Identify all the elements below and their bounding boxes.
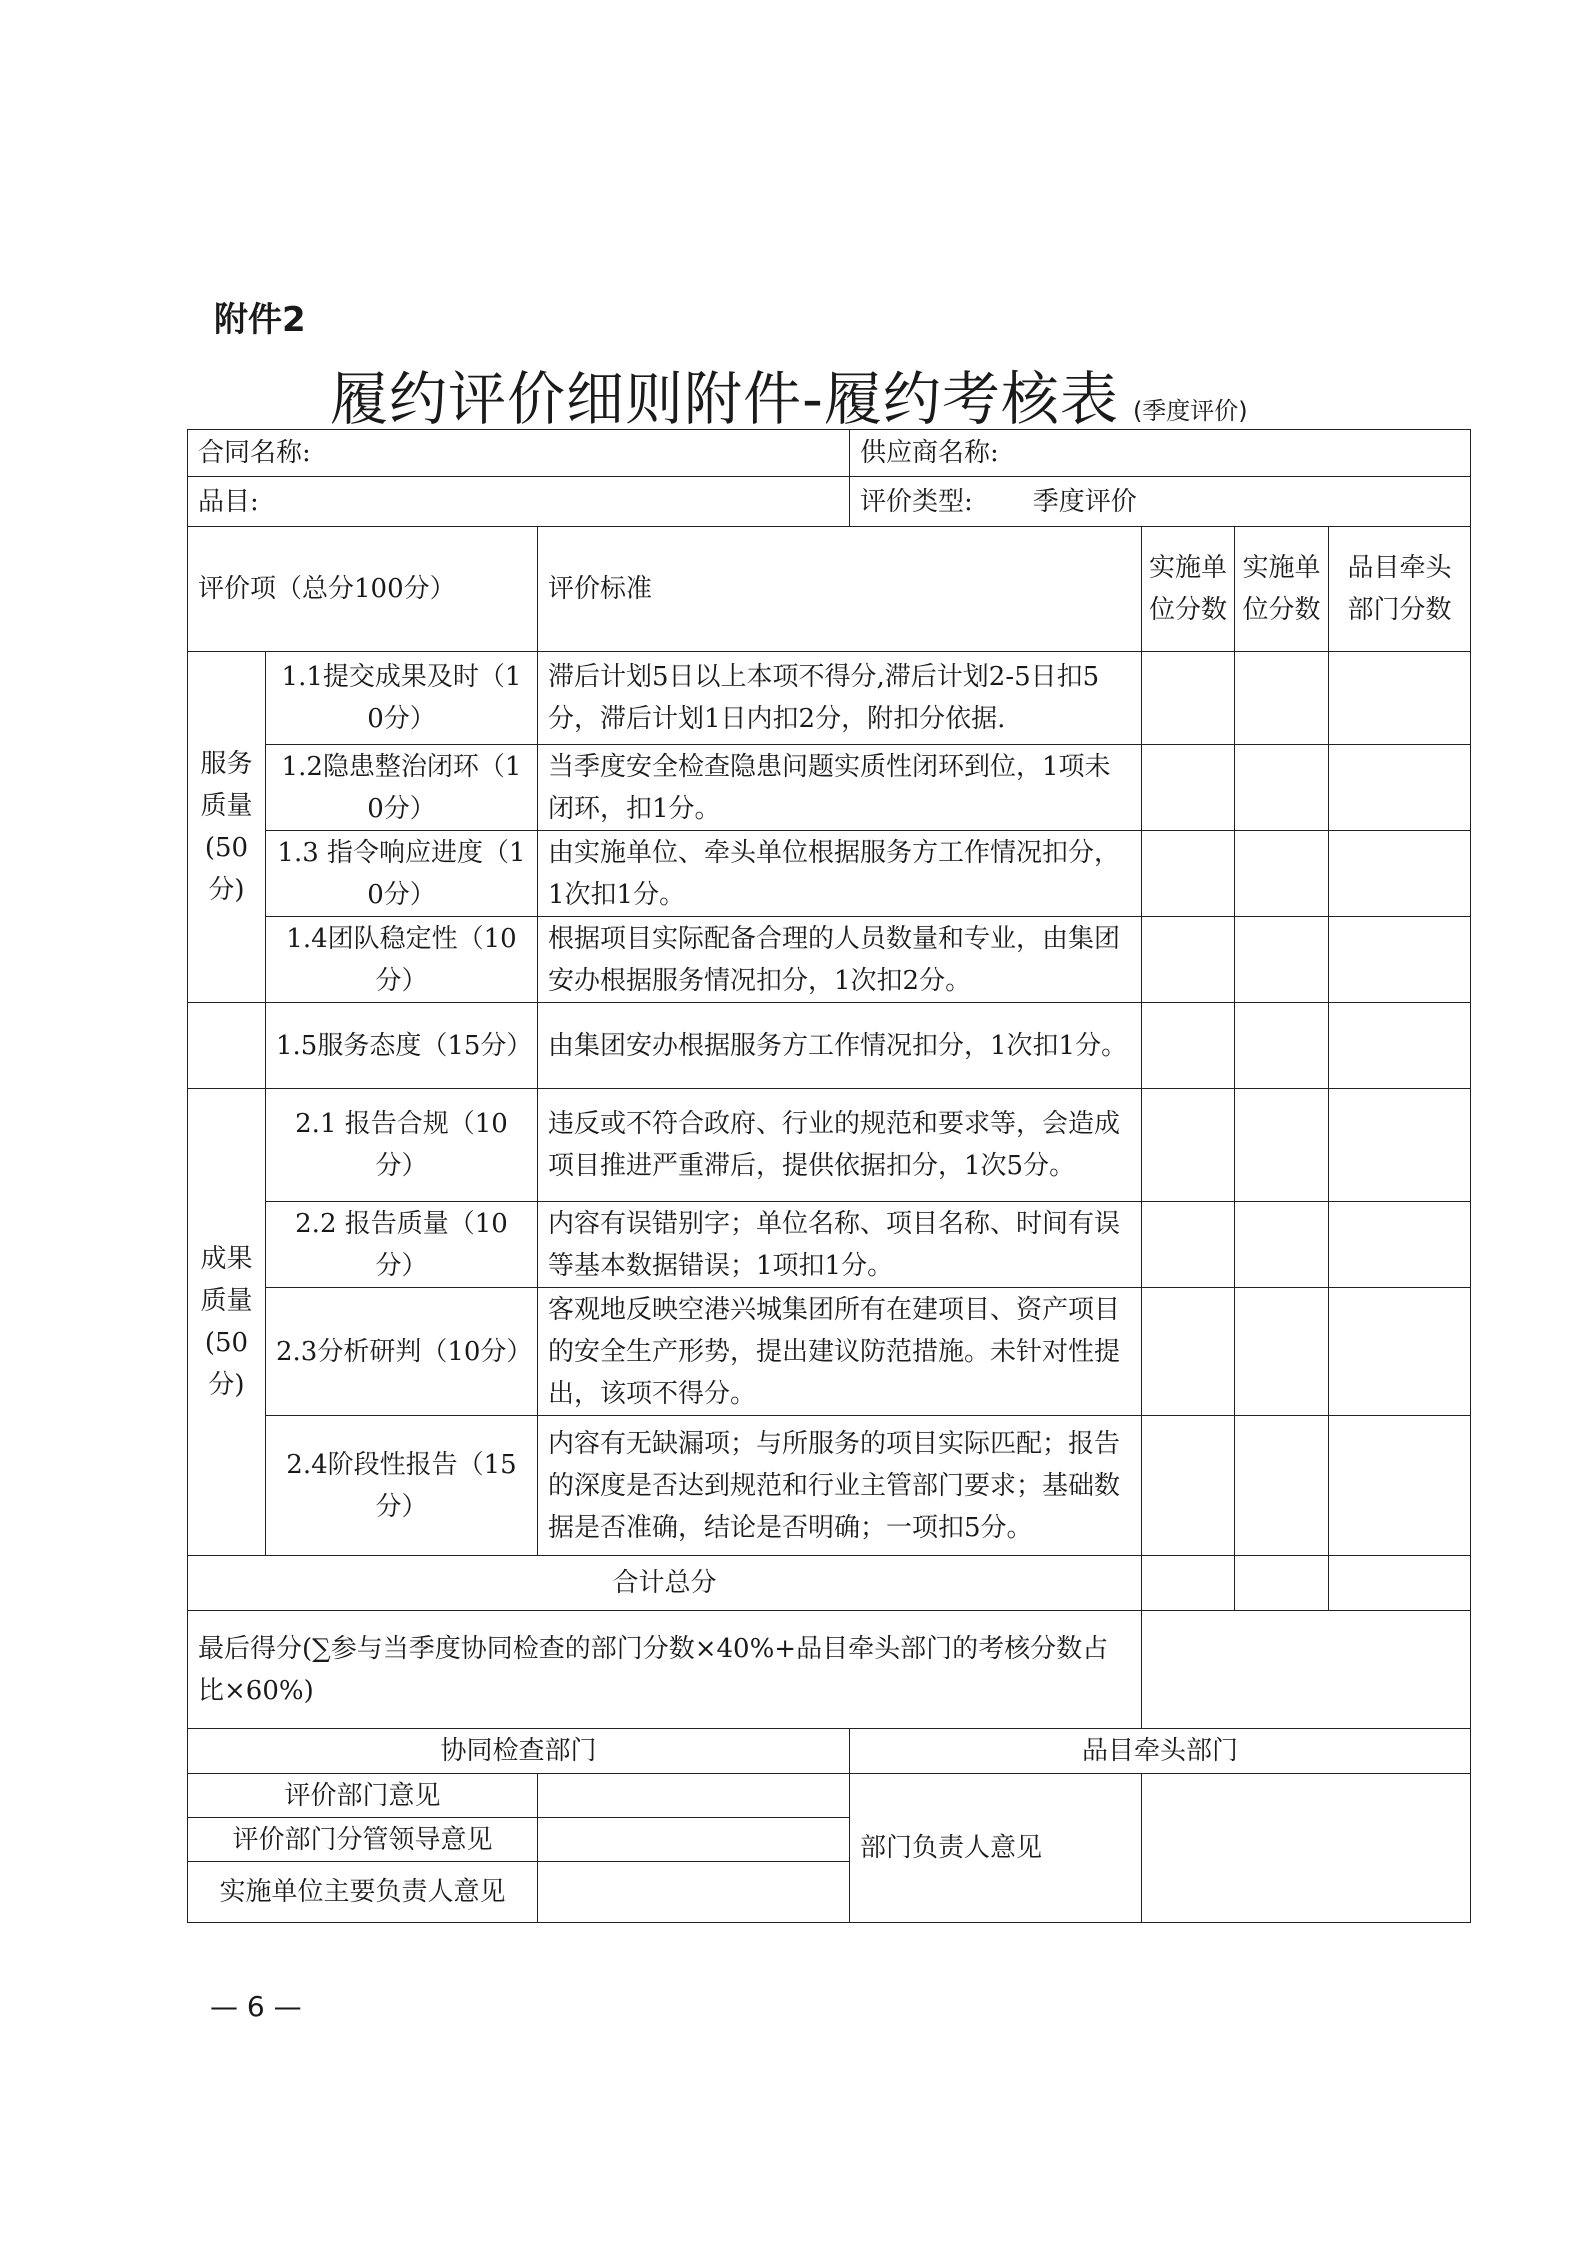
score-input[interactable] (1235, 1089, 1329, 1202)
row-standard: 根据项目实际配备合理的人员数量和专业，由集团安办根据服务情况扣分，1次扣2分。 (538, 917, 1142, 1003)
score-input[interactable] (1235, 1416, 1329, 1556)
assessment-table (187, 429, 1471, 1923)
score-input[interactable] (1329, 1288, 1471, 1416)
header-item: 评价项（总分100分） (188, 527, 538, 652)
info-row-1 (188, 430, 1471, 477)
header-standard: 评价标准 (538, 527, 1142, 652)
dept-header-row (188, 1729, 1471, 1774)
score-input[interactable] (1329, 652, 1471, 745)
score-input[interactable] (1329, 745, 1471, 831)
score-input[interactable] (1235, 831, 1329, 917)
score-input[interactable] (1235, 652, 1329, 745)
table-row (188, 1003, 1471, 1089)
row-standard: 内容有误错别字；单位名称、项目名称、时间有误等基本数据错误；1项扣1分。 (538, 1202, 1142, 1288)
attachment-label: 附件2 (214, 300, 306, 340)
row-item: 1.1提交成果及时（10分） (266, 652, 538, 745)
score-input[interactable] (1235, 1202, 1329, 1288)
row-item: 1.4团队稳定性（10分） (266, 917, 538, 1003)
score-input[interactable] (1329, 1416, 1471, 1556)
row-item: 2.3分析研判（10分） (266, 1288, 538, 1416)
score-input[interactable] (1329, 917, 1471, 1003)
final-score-label: 最后得分(∑参与当季度协同检查的部门分数×40%+品目牵头部门的考核分数占比×60%) (188, 1611, 1142, 1729)
table-row (188, 917, 1471, 1003)
row-standard: 客观地反映空港兴城集团所有在建项目、资产项目的安全生产形势，提出建议防范措施。未针对性提出，该项不得分。 (538, 1288, 1142, 1416)
impl-head-opinion-label: 实施单位主要负责人意见 (188, 1862, 538, 1923)
table-row (188, 1416, 1471, 1556)
score-input[interactable] (1329, 1003, 1471, 1089)
table-row (188, 1202, 1471, 1288)
leader-opinion-input[interactable] (538, 1818, 850, 1862)
score-input[interactable] (1329, 1202, 1471, 1288)
final-score-input[interactable] (1142, 1611, 1471, 1729)
score-input[interactable] (1329, 1089, 1471, 1202)
total-row (188, 1556, 1471, 1611)
header-score-2: 实施单位分数 (1235, 527, 1329, 652)
row-item: 1.2隐患整治闭环（10分） (266, 745, 538, 831)
contract-name-label: 合同名称: (198, 438, 311, 468)
opinion-row (188, 1774, 1471, 1818)
column-header-row (188, 527, 1471, 652)
score-input[interactable] (1142, 1416, 1235, 1556)
page-title (330, 352, 1248, 436)
eval-type-label: 评价类型: (860, 486, 973, 517)
impl-head-opinion-input[interactable] (538, 1862, 850, 1923)
score-input[interactable] (1235, 1288, 1329, 1416)
total-score-input[interactable] (1329, 1556, 1471, 1611)
score-input[interactable] (1142, 745, 1235, 831)
coop-dept-header: 协同检查部门 (188, 1729, 850, 1774)
total-label: 合计总分 (188, 1556, 1142, 1611)
contract-name-cell[interactable] (188, 430, 850, 477)
dept-head-opinion-label: 部门负责人意见 (850, 1774, 1142, 1923)
row-item: 2.2 报告质量（10分） (266, 1202, 538, 1288)
row-standard: 由集团安办根据服务方工作情况扣分，1次扣1分。 (538, 1003, 1142, 1089)
supplier-name-cell[interactable] (850, 430, 1471, 477)
row-item: 2.4阶段性报告（15分） (266, 1416, 538, 1556)
score-input[interactable] (1142, 652, 1235, 745)
table-row (188, 1089, 1471, 1202)
row-standard: 滞后计划5日以上本项不得分,滞后计划2-5日扣5分，滞后计划1日内扣2分，附扣分依据. (538, 652, 1142, 745)
row-standard: 由实施单位、牵头单位根据服务方工作情况扣分，1次扣1分。 (538, 831, 1142, 917)
info-row-2 (188, 477, 1471, 527)
total-score-input[interactable] (1142, 1556, 1235, 1611)
score-input[interactable] (1142, 1003, 1235, 1089)
score-input[interactable] (1142, 917, 1235, 1003)
row-item: 1.3 指令响应进度（10分） (266, 831, 538, 917)
title-main: 履约评价细则附件-履约考核表 (330, 365, 1119, 433)
score-input[interactable] (1142, 831, 1235, 917)
final-score-row (188, 1611, 1471, 1729)
supplier-name-label: 供应商名称: (860, 438, 999, 468)
page-number: — 6 — (210, 1990, 302, 2023)
group-service-quality: 服务质量(50分) (188, 652, 266, 1003)
leader-opinion-label: 评价部门分管领导意见 (188, 1818, 538, 1862)
total-score-input[interactable] (1235, 1556, 1329, 1611)
table-row (188, 745, 1471, 831)
table-row (188, 1288, 1471, 1416)
score-input[interactable] (1142, 1089, 1235, 1202)
category-label: 品目: (198, 486, 259, 517)
group-result-quality: 成果质量(50分) (188, 1089, 266, 1556)
empty-group-cell (188, 1003, 266, 1089)
score-input[interactable] (1235, 917, 1329, 1003)
header-score-3: 品目牵头部门分数 (1329, 527, 1471, 652)
score-input[interactable] (1235, 1003, 1329, 1089)
eval-type-cell[interactable] (850, 477, 1471, 527)
table-row (188, 652, 1471, 745)
score-input[interactable] (1235, 745, 1329, 831)
row-item: 1.5服务态度（15分） (266, 1003, 538, 1089)
category-cell[interactable] (188, 477, 850, 527)
lead-dept-header: 品目牵头部门 (850, 1729, 1471, 1774)
dept-opinion-label: 评价部门意见 (188, 1774, 538, 1818)
dept-opinion-input[interactable] (538, 1774, 850, 1818)
eval-type-value: 季度评价 (1032, 486, 1137, 517)
table-row (188, 831, 1471, 917)
row-standard: 当季度安全检查隐患问题实质性闭环到位，1项未闭环，扣1分。 (538, 745, 1142, 831)
dept-head-opinion-input[interactable] (1142, 1774, 1471, 1923)
score-input[interactable] (1329, 831, 1471, 917)
row-item: 2.1 报告合规（10分） (266, 1089, 538, 1202)
score-input[interactable] (1142, 1202, 1235, 1288)
row-standard: 内容有无缺漏项；与所服务的项目实际匹配；报告的深度是否达到规范和行业主管部门要求；基础数据是否准确，结论是否明确；一项扣5分。 (538, 1416, 1142, 1556)
score-input[interactable] (1142, 1288, 1235, 1416)
header-score-1: 实施单位分数 (1142, 527, 1235, 652)
title-subtitle: (季度评价) (1132, 397, 1248, 425)
row-standard: 违反或不符合政府、行业的规范和要求等，会造成项目推进严重滞后，提供依据扣分，1次5分。 (538, 1089, 1142, 1202)
